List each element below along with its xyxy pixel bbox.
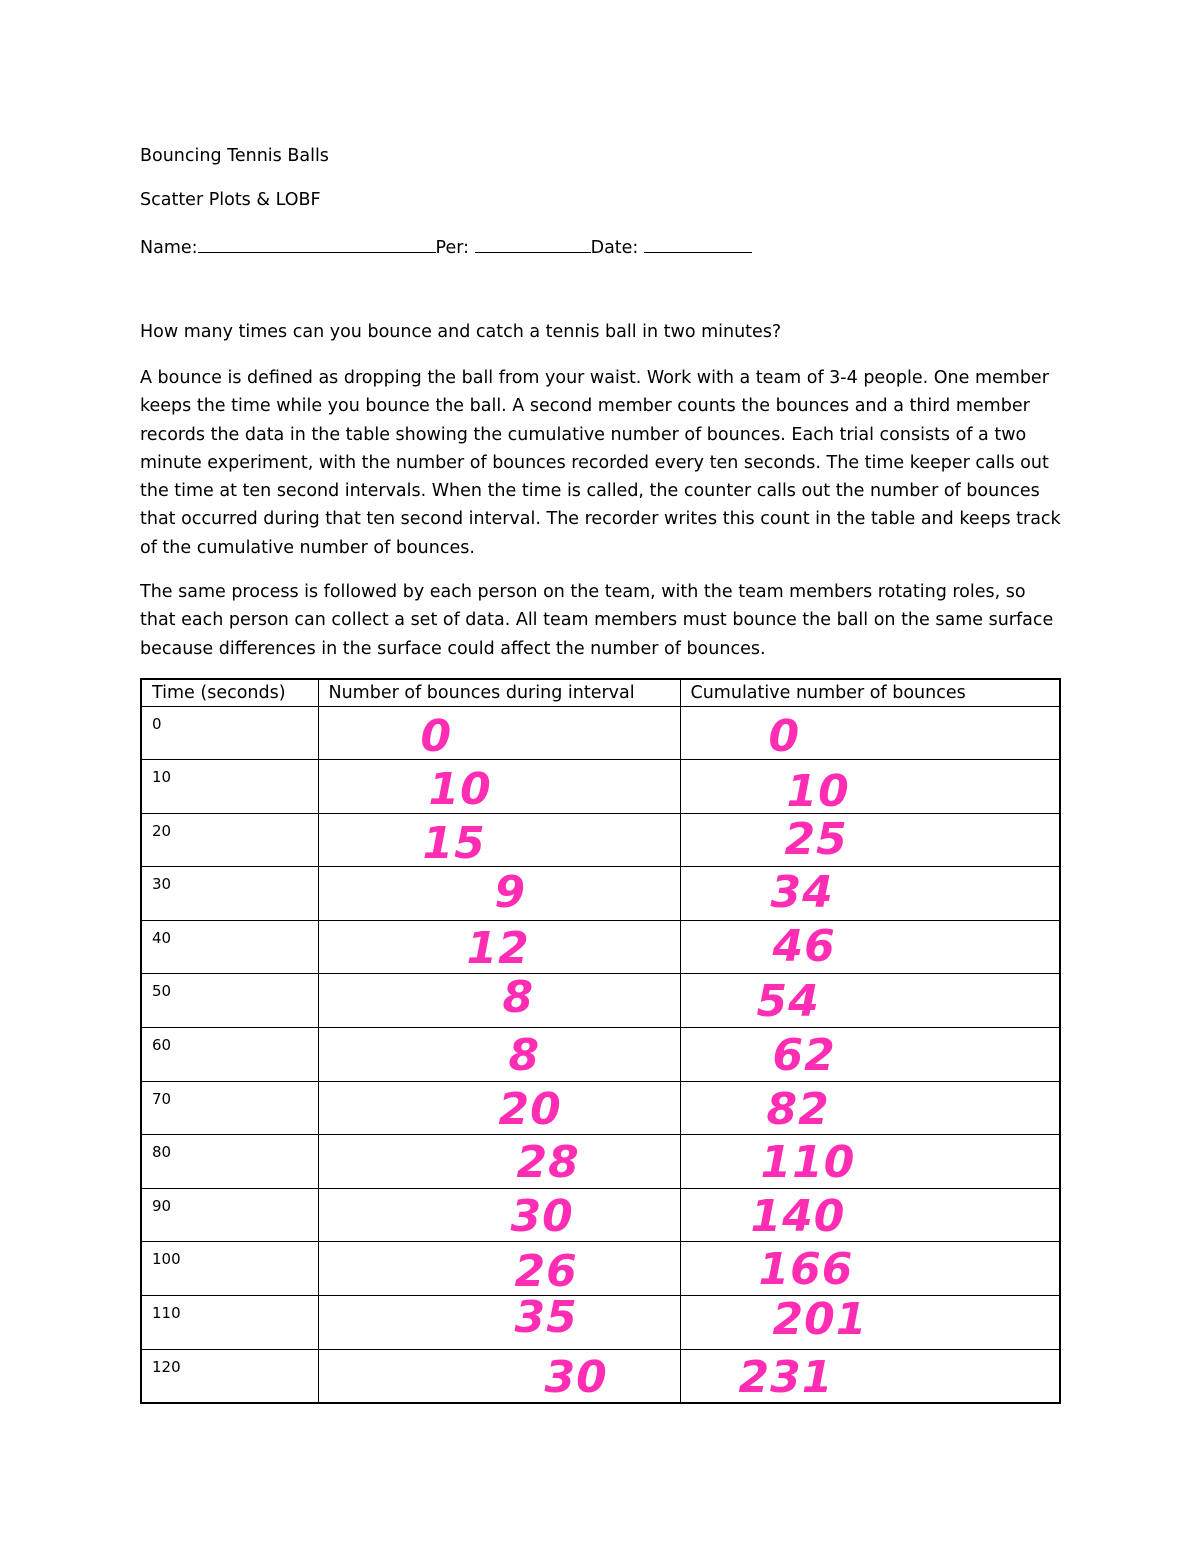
time-cell: 0 xyxy=(141,706,318,760)
instruction-line: The same process is followed by each person on the team, with the team members rotating roles, so xyxy=(140,582,1026,602)
cumulative-cell[interactable] xyxy=(680,813,1060,867)
interval-cell[interactable] xyxy=(318,760,680,814)
interval-cell[interactable] xyxy=(318,706,680,760)
instruction-line: records the data in the table showing the cumulative number of bounces. Each trial consists of a two xyxy=(140,424,1027,445)
handwritten-cumulative: 62 xyxy=(772,1030,836,1082)
handwritten-interval: 20 xyxy=(498,1083,562,1135)
cumulative-cell[interactable] xyxy=(680,1135,1060,1189)
cumulative-cell[interactable] xyxy=(680,706,1060,760)
handwritten-interval: 35 xyxy=(514,1292,578,1344)
cumulative-cell[interactable] xyxy=(680,1028,1060,1082)
instruction-line: minute experiment, with the number of bounces recorded every ten seconds. The time keeper calls out xyxy=(140,452,1049,473)
cumulative-cell[interactable] xyxy=(680,1349,1060,1403)
interval-cell[interactable] xyxy=(318,813,680,867)
handwritten-interval: 0 xyxy=(420,710,453,762)
handwritten-interval: 30 xyxy=(544,1351,608,1403)
cumulative-column-header: Cumulative number of bounces xyxy=(680,679,1060,706)
handwritten-cumulative: 25 xyxy=(784,813,848,865)
interval-column-header: Number of bounces during interval xyxy=(318,679,680,706)
table-row xyxy=(141,813,1060,867)
time-cell: 40 xyxy=(141,920,318,974)
table-row xyxy=(141,1081,1060,1135)
handwritten-cumulative: 34 xyxy=(770,867,834,919)
period-label: Per: xyxy=(435,238,470,258)
handwritten-interval: 30 xyxy=(510,1190,574,1242)
interval-cell[interactable] xyxy=(318,1028,680,1082)
interval-cell[interactable] xyxy=(318,1242,680,1296)
interval-cell[interactable] xyxy=(318,1135,680,1189)
instruction-line: the time at ten second intervals. When the time is called, the counter calls out the number of bounces xyxy=(140,481,1040,502)
handwritten-cumulative: 46 xyxy=(772,920,836,972)
time-cell: 30 xyxy=(141,867,318,921)
table-row xyxy=(141,920,1060,974)
instruction-line: of the cumulative number of bounces. xyxy=(140,537,475,558)
period-field[interactable] xyxy=(475,234,591,253)
instructions-paragraph-2 xyxy=(140,578,1070,663)
cumulative-cell[interactable] xyxy=(680,1242,1060,1296)
question-text: How many times can you bounce and catch a tennis ball in two minutes? xyxy=(140,322,782,342)
handwritten-cumulative: 0 xyxy=(768,710,801,762)
time-cell: 90 xyxy=(141,1188,318,1242)
time-cell: 120 xyxy=(141,1349,318,1403)
table-row xyxy=(141,706,1060,760)
handwritten-cumulative: 82 xyxy=(766,1083,830,1135)
interval-cell[interactable] xyxy=(318,1188,680,1242)
table-row xyxy=(141,1028,1060,1082)
instruction-line: because differences in the surface could affect the number of bounces. xyxy=(140,638,766,659)
handwritten-interval: 28 xyxy=(516,1137,580,1189)
table-row xyxy=(141,1135,1060,1189)
handwritten-interval: 15 xyxy=(422,817,486,869)
handwritten-interval: 26 xyxy=(514,1246,578,1298)
cumulative-cell[interactable] xyxy=(680,760,1060,818)
cumulative-cell[interactable] xyxy=(680,974,1060,1028)
date-field[interactable] xyxy=(644,234,752,253)
time-cell: 100 xyxy=(141,1242,318,1296)
cumulative-cell[interactable] xyxy=(680,1296,1060,1350)
table-row xyxy=(141,1188,1060,1242)
time-cell: 50 xyxy=(141,974,318,1028)
interval-cell[interactable] xyxy=(318,867,680,921)
cumulative-cell[interactable] xyxy=(680,920,1060,974)
time-cell: 10 xyxy=(141,760,318,814)
name-label: Name: xyxy=(140,238,198,258)
time-cell: 20 xyxy=(141,813,318,867)
time-cell: 80 xyxy=(141,1135,318,1189)
table-row xyxy=(141,867,1060,921)
table-header-row xyxy=(141,679,1060,706)
table-row xyxy=(141,974,1060,1028)
instruction-line: that occurred during that ten second interval. The recorder writes this count in the table and keeps track xyxy=(140,509,1061,530)
instruction-line: A bounce is defined as dropping the ball from your waist. Work with a team of 3-4 people. One member xyxy=(140,368,1049,388)
interval-cell[interactable] xyxy=(318,1081,680,1135)
handwritten-cumulative: 140 xyxy=(750,1190,846,1242)
handwritten-cumulative: 166 xyxy=(758,1244,854,1296)
cumulative-cell[interactable] xyxy=(680,1188,1060,1242)
cumulative-cell[interactable] xyxy=(680,1081,1060,1135)
time-cell: 60 xyxy=(141,1028,318,1082)
time-column-header: Time (seconds) xyxy=(141,679,318,706)
time-cell: 70 xyxy=(141,1081,318,1135)
name-field[interactable] xyxy=(198,234,436,253)
interval-cell[interactable] xyxy=(318,920,680,974)
handwritten-interval: 8 xyxy=(502,972,535,1024)
handwritten-interval: 9 xyxy=(494,867,527,919)
bounce-data-table xyxy=(140,678,1061,1404)
worksheet-title: Bouncing Tennis Balls xyxy=(140,146,329,166)
date-label: Date: xyxy=(590,238,639,258)
handwritten-cumulative: 54 xyxy=(756,976,820,1028)
table-row xyxy=(141,1296,1060,1350)
table-row xyxy=(141,1349,1060,1403)
handwritten-cumulative: 10 xyxy=(786,766,850,818)
interval-cell[interactable] xyxy=(318,1349,680,1403)
handwritten-cumulative: 231 xyxy=(738,1351,834,1403)
handwritten-cumulative: 201 xyxy=(772,1294,868,1346)
cumulative-cell[interactable] xyxy=(680,867,1060,921)
handwritten-interval: 10 xyxy=(428,764,492,816)
handwritten-cumulative: 110 xyxy=(760,1137,856,1189)
table-row xyxy=(141,1242,1060,1296)
handwritten-interval: 12 xyxy=(466,922,530,974)
student-info-line xyxy=(140,234,752,258)
interval-cell[interactable] xyxy=(318,974,680,1028)
time-cell: 110 xyxy=(141,1296,318,1350)
interval-cell[interactable] xyxy=(318,1292,680,1350)
handwritten-interval: 8 xyxy=(508,1030,541,1082)
instructions-paragraph-1 xyxy=(140,364,1070,562)
instruction-line: that each person can collect a set of data. All team members must bounce the ball on the same surface xyxy=(140,610,1054,631)
instruction-line: keeps the time while you bounce the ball. A second member counts the bounces and a third member xyxy=(140,396,1030,417)
worksheet-subtitle: Scatter Plots & LOBF xyxy=(140,190,321,210)
table-row xyxy=(141,760,1060,814)
